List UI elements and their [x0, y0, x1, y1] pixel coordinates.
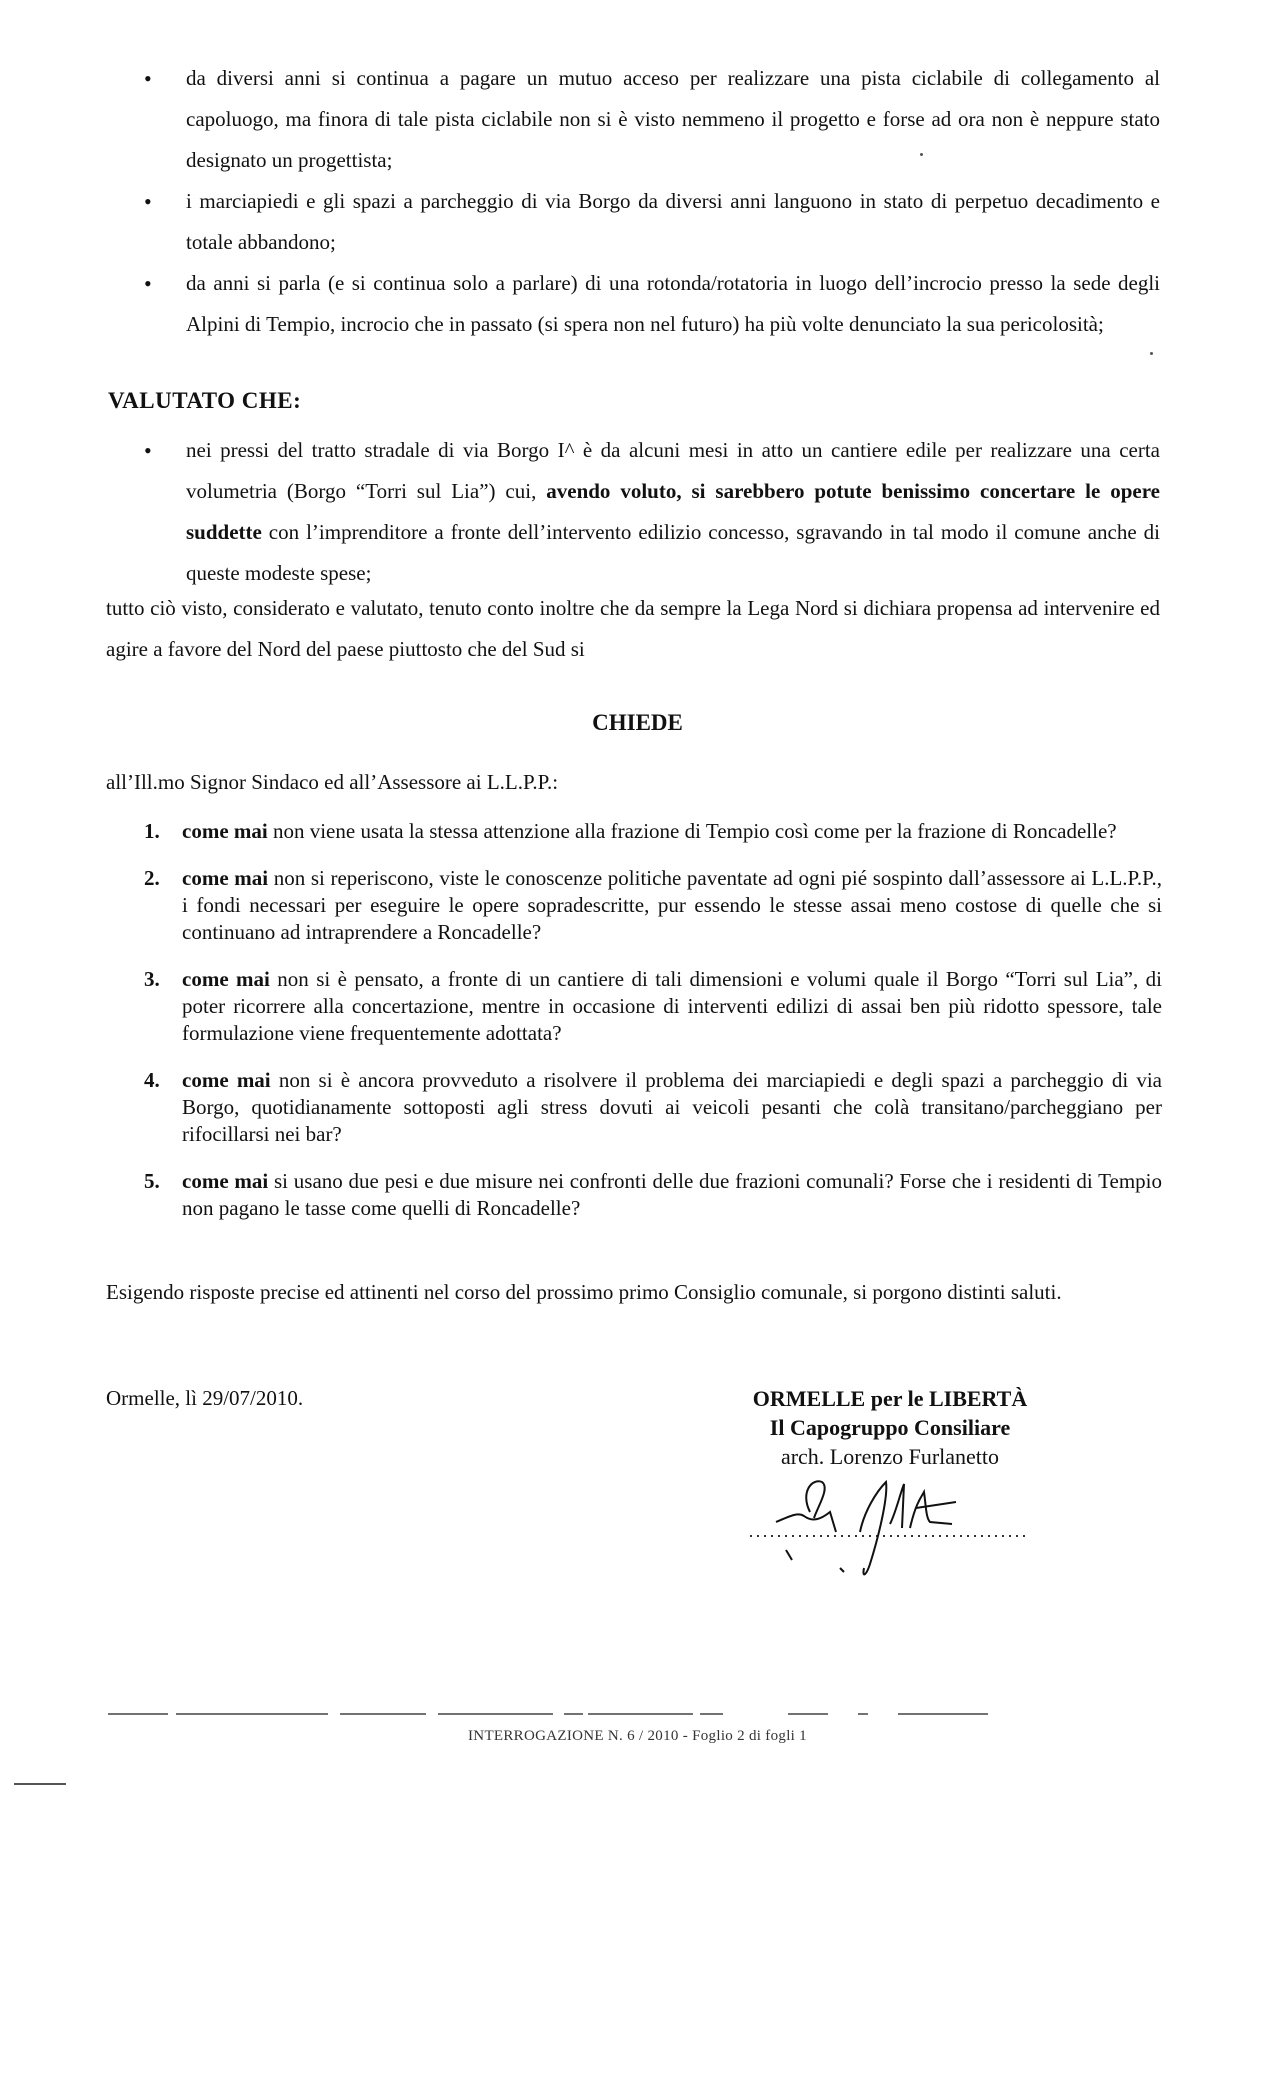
bullet-list-top	[140, 58, 1160, 345]
addressee-line: all’Ill.mo Signor Sindaco ed all’Assessore ai L.L.P.P.:	[106, 770, 559, 794]
question-item	[140, 865, 1162, 946]
bullet-item	[140, 263, 1160, 345]
question-number: 3.	[144, 967, 160, 991]
question-item	[140, 1067, 1162, 1148]
footer-rule	[108, 1712, 1058, 1716]
bullet-item	[140, 181, 1160, 263]
signature-person: arch. Lorenzo Furlanetto	[780, 1444, 1000, 1469]
footer-label: INTERROGAZIONE N. 6 / 2010 - Foglio 2 di fogli 1	[468, 1728, 807, 1744]
bullet-dot-icon: •	[144, 189, 152, 214]
question-list	[140, 818, 1162, 1242]
bullet-text: da anni si parla (e si continua solo a parlare) di una rotonda/rotatoria in luogo dell’incrocio presso la sede degli Alpini di Tempio, incrocio che in passato (si spera non nel futuro) ha più volte denunciato la sua pericolosità;	[186, 271, 1160, 336]
question-text: non si è pensato, a fronte di un cantiere di tali dimensioni e volumi quale il Borgo “Torri sul Lia”, di poter ricorrere alla concertazione, mentre in occasione di interventi edilizi di assai ben più ridotto spessore, tale formulazione viene frequentemente adottata?	[182, 967, 1163, 1045]
bullet-list-valutato	[140, 430, 1160, 594]
question-item	[140, 1168, 1162, 1222]
bullet-dot-icon: •	[144, 66, 152, 91]
question-lead: come mai	[182, 1169, 269, 1193]
question-lead: come mai	[182, 967, 270, 991]
chiede-heading: CHIEDE	[592, 710, 683, 735]
conclusion-paragraph: tutto ciò visto, considerato e valutato, tenuto conto inoltre che da sempre la Lega Nord si dichiara propensa ad intervenire ed agire a favore del Nord del paese piuttosto che del Sud si	[106, 596, 1160, 661]
place-date: Ormelle, lì 29/07/2010.	[106, 1386, 304, 1410]
question-text: non si è ancora provveduto a risolvere il problema dei marciapiedi e degli spazi a parcheggio di via Borgo, quotidianamente sottoposti agli stress dovuti ai veicoli pesanti che colà transitano/parcheggiano per rifocillarsi nei bar?	[182, 1068, 1162, 1146]
signature-block	[700, 1384, 1080, 1471]
bullet-item	[140, 430, 1160, 594]
question-number: 1.	[144, 819, 160, 843]
question-number: 5.	[144, 1169, 160, 1193]
bullet-dot-icon: •	[144, 438, 152, 463]
question-lead: come mai	[182, 1068, 271, 1092]
question-item	[140, 966, 1162, 1047]
bullet-text-part1: nei pressi del tratto stradale di via Borgo I^ è da alcuni mesi in atto un cantiere edile per realizzare una certa volumetria (Borgo “Torri sul Lia”) cui,	[186, 438, 1160, 503]
question-text: non si reperiscono, viste le conoscenze politiche paventate ad ogni pié sospinto dall’assessore ai L.L.P.P., i fondi necessari per eseguire le opere sopradescritte, pur essendo le stesse assai meno costose di quelle che si continuano ad intraprendere a Roncadelle?	[182, 866, 1162, 944]
valutato-heading: VALUTATO CHE:	[108, 388, 302, 413]
bullet-dot-icon: •	[144, 271, 152, 296]
question-number: 2.	[144, 866, 160, 890]
scan-speck	[1150, 352, 1153, 355]
signature-role: Il Capogruppo Consiliare	[769, 1415, 1011, 1440]
question-item	[140, 818, 1162, 845]
bullet-item	[140, 58, 1160, 181]
signature-group-name: ORMELLE per le LIBERTÀ	[752, 1386, 1028, 1411]
bullet-text-part2: con l’imprenditore a fronte dell’intervento edilizio concesso, sgravando in tal modo il comune anche di queste modeste spese;	[186, 520, 1160, 585]
handwritten-signature-icon	[740, 1472, 1040, 1582]
question-lead: come mai	[182, 866, 269, 890]
bullet-text: i marciapiedi e gli spazi a parcheggio di via Borgo da diversi anni languono in stato di perpetuo decadimento e totale abbandono;	[186, 189, 1160, 254]
question-lead: come mai	[182, 819, 268, 843]
question-text: si usano due pesi e due misure nei confronti delle due frazioni comunali? Forse che i residenti di Tempio non pagano le tasse come quelli di Roncadelle?	[182, 1169, 1162, 1220]
question-number: 4.	[144, 1068, 160, 1092]
bullet-text-bold: avendo voluto, si sarebbero potute benissimo concertare le opere suddette	[186, 479, 1160, 544]
edge-mark	[14, 1783, 66, 1785]
scan-speck	[920, 153, 923, 156]
closing-paragraph: Esigendo risposte precise ed attinenti nel corso del prossimo primo Consiglio comunale, si porgono distinti saluti.	[106, 1280, 1062, 1304]
question-text: non viene usata la stessa attenzione alla frazione di Tempio così come per la frazione di Roncadelle?	[267, 819, 1117, 843]
bullet-text: da diversi anni si continua a pagare un mutuo acceso per realizzare una pista ciclabile di collegamento al capoluogo, ma finora di tale pista ciclabile non si è visto nemmeno il progetto e forse ad ora non è neppure stato designato un progettista;	[186, 66, 1160, 172]
